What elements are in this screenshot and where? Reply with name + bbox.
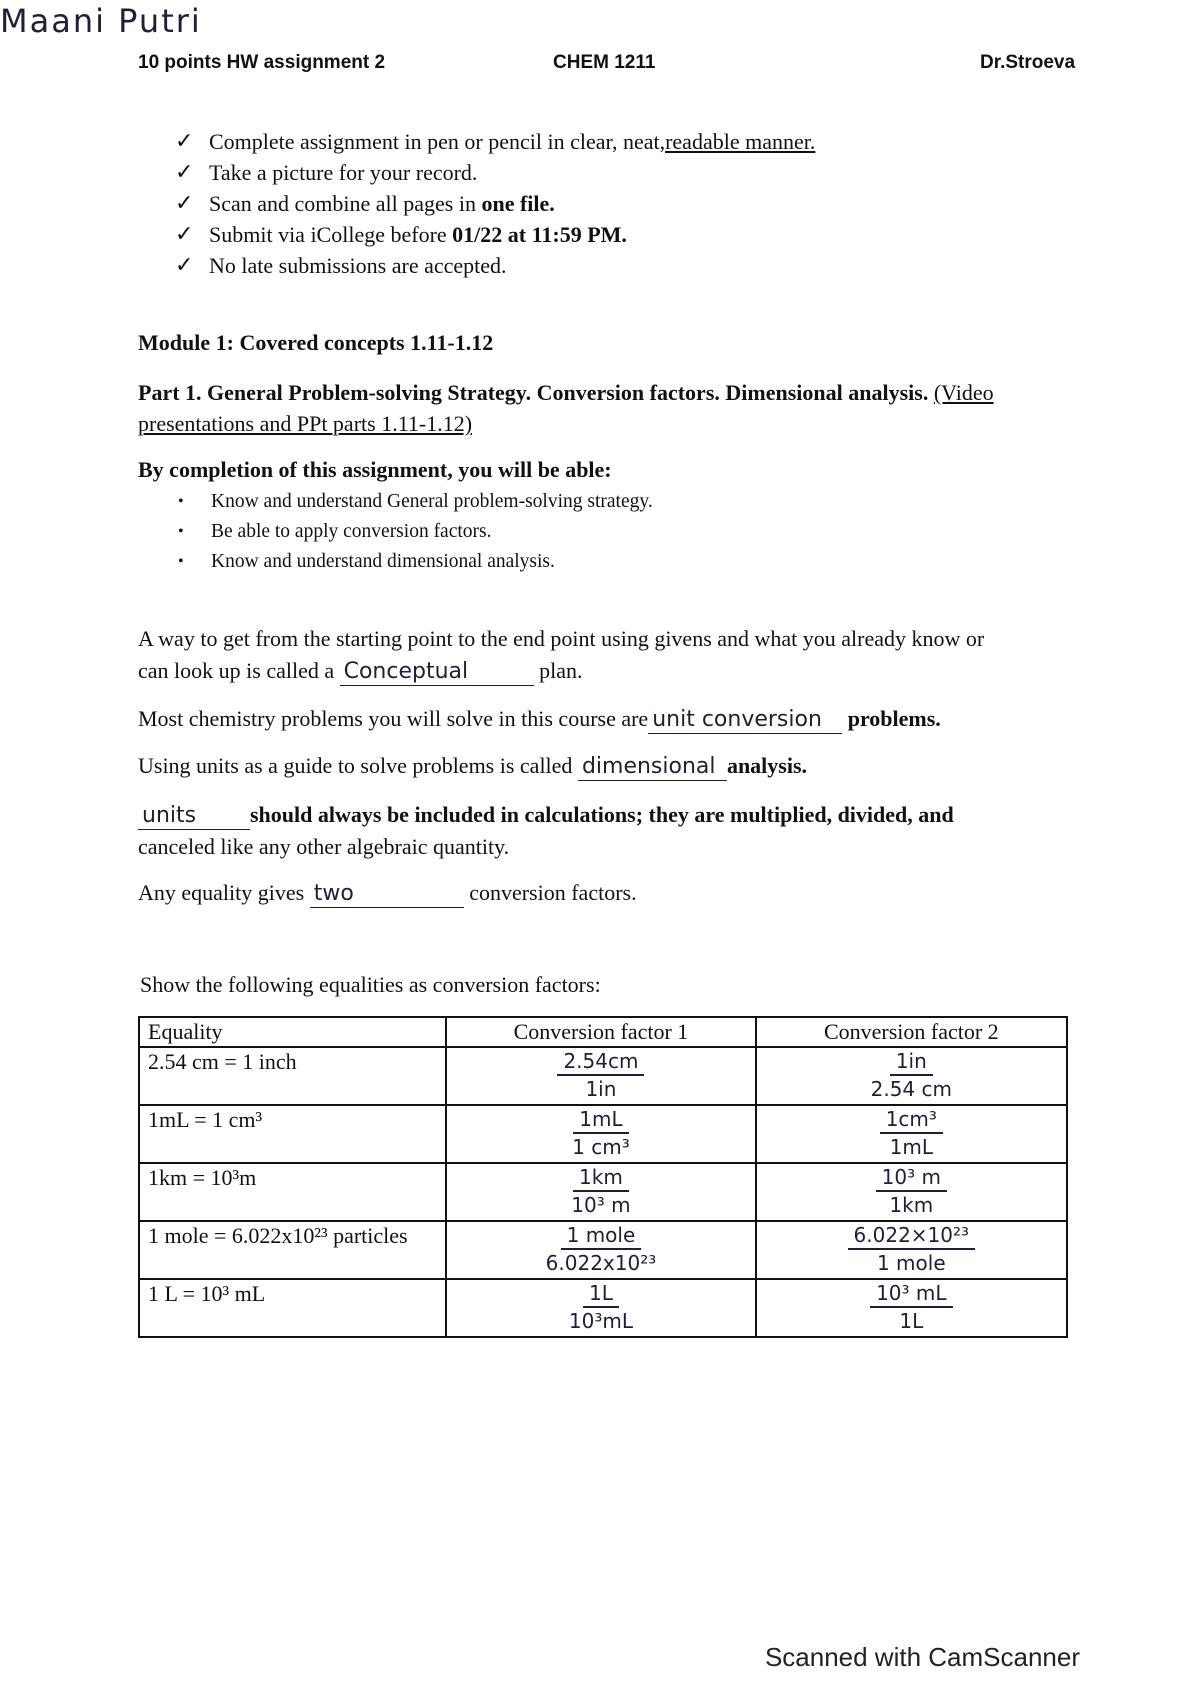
checklist-text: Complete assignment in pen or pencil in clear, neat, [209, 129, 666, 154]
objective-text: Be able to apply conversion factors. [211, 521, 492, 542]
conversion-table [138, 1016, 1068, 1338]
factor1-cell[interactable] [446, 1163, 755, 1221]
factor-denominator: 1in [585, 1077, 617, 1101]
factor-numerator: 2.54cm [557, 1048, 644, 1076]
instructions-checklist [175, 126, 815, 281]
bullet-icon: • [178, 523, 184, 540]
question-unit-conversion [138, 703, 1098, 735]
checklist-text: Take a picture for your record. [209, 160, 478, 185]
question-conceptual-plan [138, 623, 1098, 687]
question-equality [138, 877, 1098, 909]
objective-text: Know and understand dimensional analysis. [211, 551, 555, 572]
answer-blank[interactable]: two [310, 881, 464, 908]
table-row [139, 1163, 1067, 1221]
checkmark-icon: ✓ [175, 160, 194, 185]
objectives-list [178, 487, 653, 577]
factor-denominator: 1L [899, 1309, 924, 1333]
equality-cell: 1 L = 10³ mL [139, 1279, 446, 1337]
checklist-emphasis: readable manner. [665, 129, 816, 154]
question-text: should always be included in calculations; they are multiplied, divided, and [250, 802, 954, 827]
factor2-cell[interactable] [756, 1221, 1067, 1279]
column-header: Conversion factor 1 [446, 1017, 755, 1047]
factor-denominator: 1mL [889, 1135, 933, 1159]
checklist-item [175, 126, 815, 157]
table-row [139, 1279, 1067, 1337]
checkmark-icon: ✓ [175, 222, 194, 247]
header-assignment: 10 points HW assignment 2 [138, 52, 386, 73]
factor1-cell[interactable] [446, 1221, 755, 1279]
table-row [139, 1047, 1067, 1105]
question-dimensional-analysis [138, 750, 1098, 782]
bullet-icon: • [178, 493, 184, 510]
factor-numerator: 1mL [573, 1106, 628, 1134]
checkmark-icon: ✓ [175, 129, 194, 154]
question-text: conversion factors. [463, 880, 637, 905]
factor-denominator: 10³mL [568, 1309, 633, 1333]
table-row [139, 1221, 1067, 1279]
factor-numerator: 1cm³ [880, 1106, 943, 1134]
factor2-cell[interactable] [756, 1047, 1067, 1105]
factor-denominator: 1 mole [876, 1251, 946, 1275]
part-title [138, 377, 1078, 439]
factor-denominator: 1km [889, 1193, 934, 1217]
objective-item [178, 487, 653, 517]
scanner-watermark: Scanned with CamScanner [764, 1642, 1080, 1672]
question-text: A way to get from the starting point to the end point using givens and what you already know or [138, 626, 985, 651]
question-text: can look up is called a [138, 658, 340, 683]
part-reference: (Video presentations and PPt parts 1.11-1.12) [138, 380, 994, 436]
equality-cell: 2.54 cm = 1 inch [139, 1047, 446, 1105]
module-title: Module 1: Covered concepts 1.11-1.12 [138, 330, 494, 355]
factor-denominator: 1 cm³ [572, 1135, 630, 1159]
answer-blank[interactable]: dimensional [578, 754, 727, 781]
checklist-text: Submit via iCollege before [209, 222, 447, 247]
checkmark-icon: ✓ [175, 253, 194, 278]
factor-denominator: 6.022x10²³ [545, 1251, 657, 1275]
student-name-handwritten: Maani Putri [0, 2, 202, 40]
question-text: analysis. [726, 753, 808, 778]
table-header-row [139, 1017, 1067, 1047]
factor-numerator: 10³ mL [870, 1280, 952, 1308]
factor2-cell[interactable] [756, 1163, 1067, 1221]
checklist-text: No late submissions are accepted. [209, 253, 507, 278]
question-text: Most chemistry problems you will solve in this course are [138, 706, 649, 731]
checklist-emphasis: one file. [481, 191, 555, 216]
question-units [138, 799, 1098, 863]
question-text: Any equality gives [138, 880, 310, 905]
checklist-item [175, 219, 815, 250]
answer-blank[interactable]: Conceptual [340, 659, 534, 686]
checklist-item [175, 188, 815, 219]
factor-denominator: 10³ m [571, 1193, 631, 1217]
objective-item [178, 547, 653, 577]
equality-cell: 1 mole = 6.022x10²³ particles [139, 1221, 446, 1279]
checklist-item [175, 157, 815, 188]
checkmark-icon: ✓ [175, 191, 194, 216]
factor2-cell[interactable] [756, 1279, 1067, 1337]
factor-numerator: 1km [573, 1164, 629, 1192]
column-header: Conversion factor 2 [756, 1017, 1067, 1047]
equality-cell: 1km = 10³m [139, 1163, 446, 1221]
table-instruction: Show the following equalities as conversion factors: [140, 972, 601, 997]
bullet-icon: • [178, 553, 184, 570]
factor-numerator: 6.022×10²³ [848, 1222, 976, 1250]
question-text: problems. [842, 706, 941, 731]
factor-numerator: 1in [890, 1048, 933, 1076]
factor1-cell[interactable] [446, 1047, 755, 1105]
factor-denominator: 2.54 cm [870, 1077, 952, 1101]
question-text: plan. [533, 658, 583, 683]
factor-numerator: 1L [583, 1280, 619, 1308]
checklist-text: Scan and combine all pages in [209, 191, 476, 216]
objective-item [178, 517, 653, 547]
question-text: Using units as a guide to solve problems is called [138, 753, 578, 778]
header-instructor: Dr.Stroeva [980, 52, 1076, 73]
factor-numerator: 1 mole [561, 1222, 642, 1250]
column-header: Equality [139, 1017, 446, 1047]
factor1-cell[interactable] [446, 1105, 755, 1163]
factor1-cell[interactable] [446, 1279, 755, 1337]
factor-numerator: 10³ m [876, 1164, 947, 1192]
answer-blank[interactable]: unit conversion [648, 707, 842, 734]
objective-text: Know and understand General problem-solving strategy. [211, 491, 653, 512]
part-heading: Part 1. General Problem-solving Strategy. Conversion factors. Dimensional analysis. [138, 380, 929, 405]
header-course: CHEM 1211 [553, 52, 656, 73]
checklist-emphasis: 01/22 at 11:59 PM. [452, 222, 627, 247]
table-row [139, 1105, 1067, 1163]
equality-cell: 1mL = 1 cm³ [139, 1105, 446, 1163]
objectives-heading: By completion of this assignment, you will be able: [138, 457, 612, 482]
question-text: canceled like any other algebraic quantity. [138, 834, 510, 859]
factor2-cell[interactable] [756, 1105, 1067, 1163]
checklist-item [175, 250, 815, 281]
answer-blank[interactable]: units [138, 803, 250, 830]
